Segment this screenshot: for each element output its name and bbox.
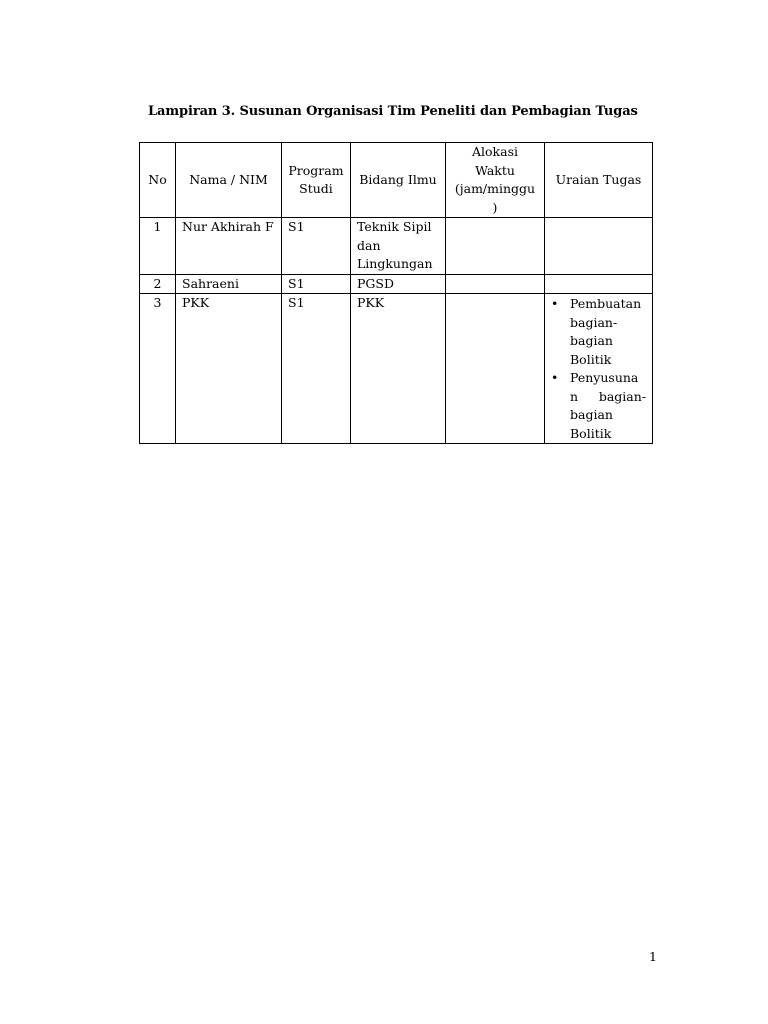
- task-item: [551, 369, 646, 443]
- task-line: bagian: [570, 333, 613, 348]
- bullet-icon: •: [551, 296, 559, 311]
- table-header-row: [140, 143, 653, 218]
- header-program-studi-line: Program: [288, 162, 344, 178]
- task-line: Penyusuna: [570, 370, 639, 385]
- cell-program: S1: [282, 218, 351, 275]
- table-row: [140, 218, 653, 275]
- header-alokasi-waktu: [446, 143, 545, 218]
- task-item: [551, 295, 646, 369]
- table-row: [140, 294, 653, 444]
- header-nama-nim: Nama / NIM: [176, 143, 282, 218]
- page-number: 1: [649, 949, 657, 964]
- cell-uraian: [545, 218, 653, 275]
- cell-bidang-line: dan: [357, 237, 381, 253]
- table-row: [140, 274, 653, 294]
- cell-bidang: PGSD: [351, 274, 446, 294]
- header-uraian-tugas: Uraian Tugas: [545, 143, 653, 218]
- cell-bidang: PKK: [351, 294, 446, 444]
- header-program-studi: [282, 143, 351, 218]
- cell-alokasi: [446, 274, 545, 294]
- task-word: bagian-: [598, 388, 646, 404]
- header-alokasi-line: (jam/minggu: [454, 181, 536, 196]
- bullet-icon: •: [551, 370, 559, 385]
- document-title: Lampiran 3. Susunan Organisasi Tim Peneliti dan Pembagian Tugas: [148, 104, 638, 119]
- cell-program: S1: [282, 294, 351, 444]
- task-word: n: [570, 388, 579, 404]
- cell-no: 1: [140, 218, 176, 275]
- header-no: No: [140, 143, 176, 218]
- task-line: [570, 388, 646, 407]
- header-alokasi-line: Alokasi: [472, 144, 518, 159]
- cell-bidang-line: Lingkungan: [357, 256, 433, 271]
- cell-nama: Nur Akhirah F: [176, 218, 282, 275]
- cell-uraian: [545, 274, 653, 294]
- header-program-studi-line: Studi: [299, 181, 333, 196]
- cell-alokasi: [446, 294, 545, 444]
- cell-uraian: [545, 294, 653, 444]
- cell-nama: Sahraeni: [176, 274, 282, 294]
- cell-no: 3: [140, 294, 176, 444]
- header-alokasi-line: ): [492, 199, 498, 215]
- task-line: bagian: [570, 407, 613, 422]
- task-line: Bolitik: [570, 351, 612, 367]
- cell-nama: PKK: [176, 294, 282, 444]
- organization-table: [139, 142, 653, 444]
- header-alokasi-line: Waktu: [475, 162, 515, 178]
- task-line: Bolitik: [570, 425, 612, 441]
- header-bidang-ilmu: Bidang Ilmu: [351, 143, 446, 218]
- cell-alokasi: [446, 218, 545, 275]
- task-list: [551, 295, 646, 443]
- task-line: Pembuatan: [570, 296, 642, 311]
- cell-program: S1: [282, 274, 351, 294]
- cell-no: 2: [140, 274, 176, 294]
- task-line: bagian-: [570, 314, 618, 330]
- cell-bidang-line: Teknik Sipil: [357, 219, 432, 234]
- cell-bidang: [351, 218, 446, 275]
